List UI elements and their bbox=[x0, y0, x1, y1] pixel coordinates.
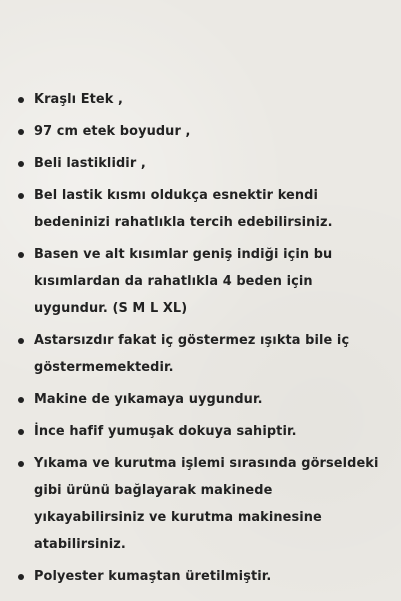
list-item-text: Polyester kumaştan üretilmiştir. bbox=[34, 569, 272, 584]
list-item-text: Yıkama ve kurutma işlemi sırasında görseldeki gibi ürünü bağlayarak makinede yıkayabilirsiniz ve kurutma makinesine atabilirsiniz. bbox=[34, 456, 379, 552]
bullet-icon bbox=[18, 129, 24, 135]
product-details-list bbox=[14, 86, 386, 595]
bullet-icon bbox=[18, 193, 24, 199]
bullet-icon bbox=[18, 461, 24, 467]
bullet-icon bbox=[18, 397, 24, 403]
bullet-icon bbox=[18, 429, 24, 435]
list-item-text: Basen ve alt kısımlar geniş indiği için bu kısımlardan da rahatlıkla 4 beden için uygundur. (S M L XL) bbox=[34, 247, 333, 316]
list-item-text: Makine de yıkamaya uygundur. bbox=[34, 392, 263, 407]
list-item-text: Kraşlı Etek , bbox=[34, 92, 124, 107]
bullet-icon bbox=[18, 161, 24, 167]
bullet-icon bbox=[18, 252, 24, 258]
list-item bbox=[14, 327, 386, 381]
bullet-icon bbox=[18, 338, 24, 344]
list-item bbox=[14, 182, 386, 236]
list-item bbox=[14, 418, 386, 445]
list-item bbox=[14, 241, 386, 322]
list-item bbox=[14, 118, 386, 145]
list-item-text: Astarsızdır fakat iç göstermez ışıkta bile iç göstermemektedir. bbox=[34, 333, 350, 375]
list-item bbox=[14, 150, 386, 177]
list-item-text: Bel lastik kısmı oldukça esnektir kendi bedeninizi rahatlıkla tercih edebilirsiniz. bbox=[34, 188, 333, 230]
list-item-text: 97 cm etek boyudur , bbox=[34, 124, 191, 139]
bullet-icon bbox=[18, 574, 24, 580]
list-item-text: İnce hafif yumuşak dokuya sahiptir. bbox=[34, 424, 297, 439]
list-item bbox=[14, 86, 386, 113]
list-item bbox=[14, 386, 386, 413]
list-item bbox=[14, 563, 386, 590]
list-item bbox=[14, 450, 386, 558]
list-item-text: Beli lastiklidir , bbox=[34, 156, 146, 171]
bullet-icon bbox=[18, 97, 24, 103]
